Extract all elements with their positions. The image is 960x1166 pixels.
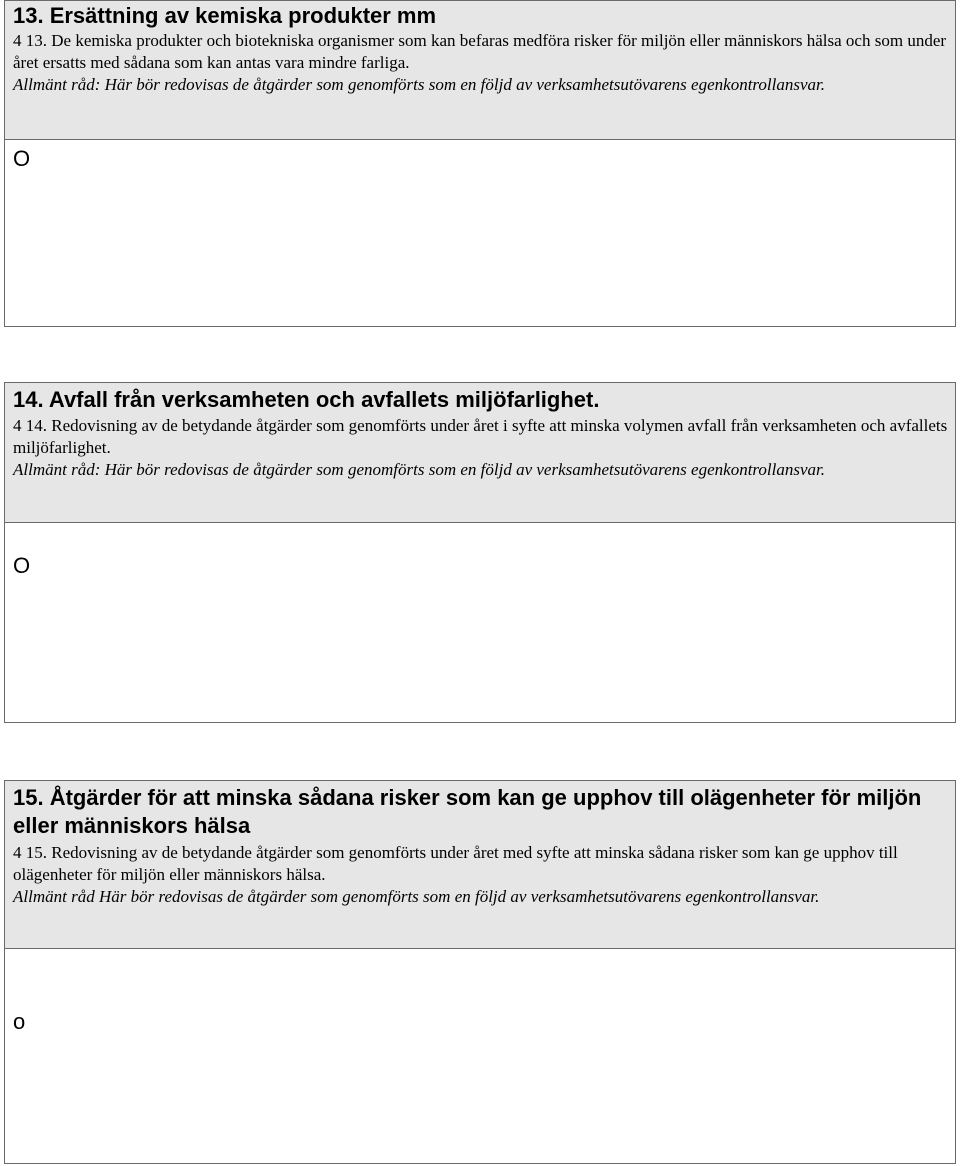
section-15-advice-label: Allmänt råd xyxy=(13,887,95,906)
section-13-advice xyxy=(13,74,948,96)
section-15-title: 15. Åtgärder för att minska sådana risker som kan ge upphov till olägenheter för miljön eller människors hälsa xyxy=(13,785,922,838)
section-14-header xyxy=(4,382,956,523)
section-15-answer-field[interactable] xyxy=(4,948,956,1164)
section-13-answer-field[interactable] xyxy=(4,139,956,327)
section-15-header xyxy=(4,780,956,949)
section-13-advice-label: Allmänt råd: xyxy=(13,75,101,94)
section-15-advice-text: Här bör redovisas de åtgärder som genomförts som en följd av verksamhetsutövarens egenkontrollansvar. xyxy=(98,887,820,906)
section-14-answer-field[interactable] xyxy=(4,522,956,723)
section-13-header xyxy=(4,0,956,140)
section-14-law-text: 4 14. Redovisning av de betydande åtgärder som genomförts under året i syfte att minska volymen avfall från verksamheten och avfallets miljöfarlighet. xyxy=(13,416,948,457)
section-14-advice-label: Allmänt råd: xyxy=(13,460,101,479)
section-14-advice xyxy=(13,459,948,481)
section-14-title: 14. Avfall från verksamheten och avfallets miljöfarlighet. xyxy=(13,387,600,412)
section-13-advice-text: Här bör redovisas de åtgärder som genomförts som en följd av verksamhetsutövarens egenkontrollansvar. xyxy=(104,75,825,94)
section-13-answer-value: O xyxy=(13,146,31,171)
section-13-law-text: 4 13. De kemiska produkter och biotekniska organismer som kan befaras medföra risker för miljön eller människors hälsa och som under året ersatts med sådana som kan antas vara mindre farliga. xyxy=(13,31,947,72)
section-14-advice-text: Här bör redovisas de åtgärder som genomförts som en följd av verksamhetsutövarens egenkontrollansvar. xyxy=(104,460,825,479)
section-13-title: 13. Ersättning av kemiska produkter mm xyxy=(13,3,437,28)
section-15-advice xyxy=(13,886,948,908)
section-15-answer-value: o xyxy=(13,1009,26,1034)
section-15-law-text: 4 15. Redovisning av de betydande åtgärder som genomförts under året med syfte att minska sådana risker som kan ge upphov till olägenheter för miljön eller människors hälsa. xyxy=(13,843,898,884)
section-14-answer-value: O xyxy=(13,553,31,578)
